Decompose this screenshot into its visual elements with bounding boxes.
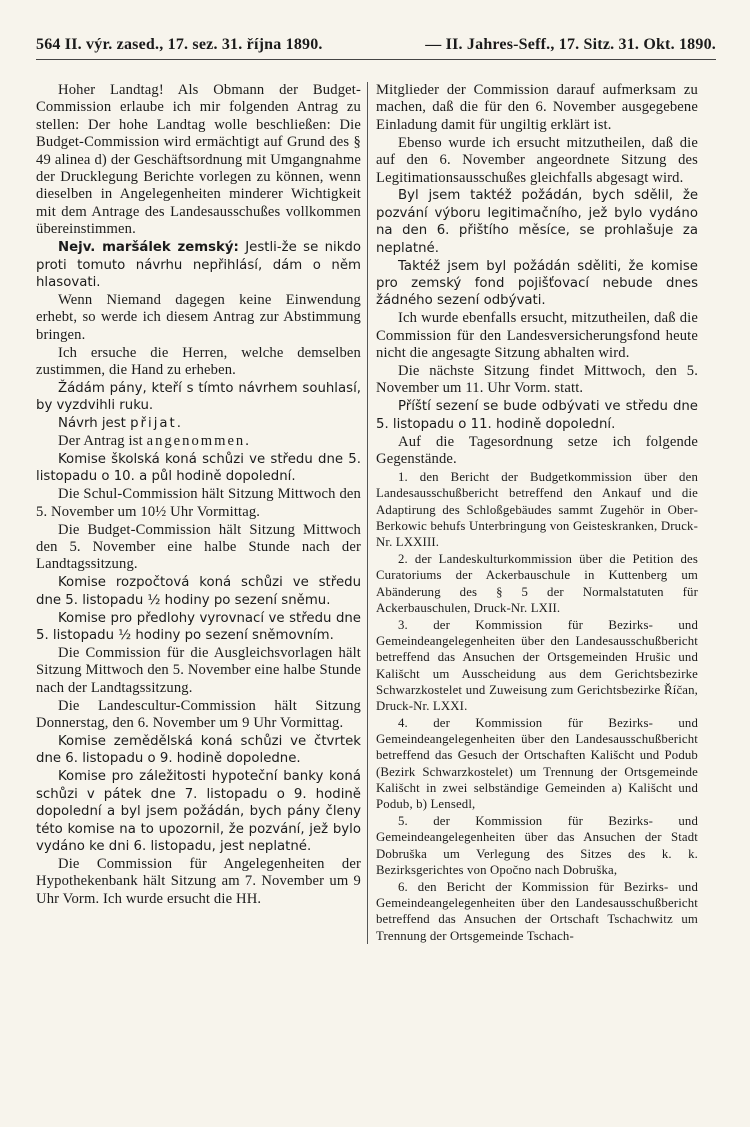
paragraph: Hoher Landtag! Als Obmann der Budget-Commission erlaube ich mir folgenden Antrag zu stellen: Der hohe Landtag wolle beschließen: Die Budget-Commission wird ermächtigt auf Grund des § 49 alinea d) der Geschäftsordnung mit Umgangnahme der Drucklegung Berichte vorlegen zu können, wenn dieselben in Angelegenheiten minderer Wichtigkeit mit dem Antrage des Landesausschußes vollkommen übereinstimmen. bbox=[36, 82, 361, 238]
paragraph: Komise školská koná schůzi ve středu dne 5. listopadu o 10. a půl hodině dopolední. bbox=[36, 452, 361, 485]
paragraph: Komise zemědělská koná schůzi ve čtvrtek dne 6. listopadu o 9. hodině dopoledne. bbox=[36, 734, 361, 767]
paragraph: Ebenso wurde ich ersucht mitzutheilen, daß die auf den 6. November angeordnete Sitzung des Legitimationsausschußes gleichfalls abgesagt wird. bbox=[376, 134, 698, 186]
paragraph: Byl jsem taktéž požádán, bych sdělil, že pozvání výboru legitimačního, jež bylo vydáno na den 6. přištího měsíce, se prohlašuje za neplatné. bbox=[376, 188, 698, 256]
paragraph: Žádám pány, kteří s tímto návrhem souhlasí, by vyzdvihli ruku. bbox=[36, 380, 361, 414]
paragraph: 4. der Kommission für Bezirks- und Gemeindeangelegenheiten über den Landesausschußbericht betreffend das Gesuch der Ortschaften Kališcht und Podub (Bezirk Schwarzkostelet) um Trennung der Ortsgemeinde Kališcht in zwei selbständige Gemeinden a) Kališcht und Podub, b) Lensedl, bbox=[376, 715, 698, 812]
paragraph: 2. der Landeskulturkommission über die Petition des Curatoriums der Ackerbauschule in Kuttenberg um Abänderung des § 5 der Normalstatuten für Ackerbauschulen, Druck-Nr. LXII. bbox=[376, 551, 698, 615]
paragraph: Ich wurde ebenfalls ersucht, mitzutheilen, daß die Commission für den Landesversicherungsfond heute nicht die angesagte Sitzung abhalten wird. bbox=[376, 310, 698, 362]
speech-text: Jestli-že se nikdo proti tomuto návrhu nepřihlásí, dám o něm hlasovati. bbox=[36, 240, 361, 290]
paragraph: Die Schul-Commission hält Sitzung Mittwoch den 5. November um 10½ Uhr Vormittag. bbox=[36, 486, 361, 520]
two-column-body bbox=[36, 82, 716, 944]
paragraph: Auf die Tagesordnung setze ich folgende Gegenstände. bbox=[376, 433, 698, 468]
paragraph: 6. den Bericht der Kommission für Bezirks- und Gemeindeangelegenheiten über den Landesausschußbericht betreffend das Ansuchen der Ortschaft Tschachwitz um Trennung der Ortsgemeinde Tschach- bbox=[376, 879, 698, 943]
emphasized-word: přijat. bbox=[130, 416, 183, 432]
paragraph: Mitglieder der Commission darauf aufmerksam zu machen, daß die für den 6. November ausgegebene Einladung damit für ungiltig erklärt ist. bbox=[376, 82, 698, 133]
paragraph: Wenn Niemand dagegen keine Einwendung erhebt, so werde ich diesem Antrag zur Abstimmung bringen. bbox=[36, 291, 361, 343]
paragraph bbox=[36, 433, 361, 450]
paragraph: 5. der Kommission für Bezirks- und Gemeindeangelegenheiten über das Ansuchen der Stadt Dobruška um Verlegung des Sitzes des k. k. Bezirksgerichtes von Opočno nach Dobruška, bbox=[376, 814, 698, 878]
paragraph: Taktéž jsem byl požádán sděliti, že komise pro zemský fond pojišťovací nebude dnes žádného sezení odbývati. bbox=[376, 258, 698, 309]
paragraph bbox=[36, 239, 361, 291]
paragraph: Komise pro záležitosti hypoteční banky koná schůzi v pátek dne 7. listopadu o 9. hodině dopolední a byl jsem požádán, bych pány členy této komise na to upozornil, že pozvání, jež bylo vydáno ke dni 6. listopadu, jest neplatné. bbox=[36, 769, 361, 854]
paragraph bbox=[36, 415, 361, 432]
paragraph: Die nächste Sitzung findet Mittwoch, den 5. November um 11. Uhr Vorm. statt. bbox=[376, 363, 698, 397]
paragraph-text: Der Antrag ist bbox=[58, 433, 147, 450]
right-column bbox=[367, 82, 698, 944]
paragraph: Komise pro předlohy vyrovnací ve středu dne 5. listopadu ½ hodiny po sezení sněmovním. bbox=[36, 610, 361, 644]
paragraph: Ich ersuche die Herren, welche demselben zustimmen, die Hand zu erheben. bbox=[36, 344, 361, 378]
emphasized-word: angenommen. bbox=[146, 433, 251, 450]
speaker-name: Nejv. maršálek zemský: bbox=[58, 240, 239, 256]
paragraph: Die Budget-Commission hält Sitzung Mittwoch den 5. November eine halbe Stunde nach der Landtagssitzung. bbox=[36, 521, 361, 573]
paragraph: 1. den Bericht der Budgetkommission über den Landesausschußbericht betreffend den Ankauf und die Adaptirung des Schloßgebäudes sammt Zugehör in Ober-Berkowic behufs Unterbringung von Geisteskranken, Druck-Nr. LXXIII. bbox=[376, 469, 698, 550]
left-column bbox=[36, 82, 367, 944]
header-czech: 564 II. výr. zased., 17. sez. 31. října 1890. bbox=[36, 36, 323, 53]
header-german: — II. Jahres-Seff., 17. Sitz. 31. Okt. 1890. bbox=[425, 36, 716, 53]
paragraph: Die Commission für die Ausgleichsvorlagen hält Sitzung Mittwoch den 5. November eine halbe Stunde nach der Landtagssitzung. bbox=[36, 645, 361, 696]
paragraph: Komise rozpočtová koná schůzi ve středu dne 5. listopadu ½ hodiny po sezení sněmu. bbox=[36, 575, 361, 608]
paragraph: Die Landescultur-Commission hält Sitzung Donnerstag, den 6. November um 9 Uhr Vormittag. bbox=[36, 697, 361, 732]
paragraph-text: Návrh jest bbox=[58, 416, 131, 432]
paragraph: Die Commission für Angelegenheiten der Hypothekenbank hält Sitzung am 7. November um 9 Uhr Vorm. Ich wurde ersucht die HH. bbox=[36, 855, 361, 907]
paragraph: Příští sezení se bude odbývati ve středu dne 5. listopadu o 11. hodině dopolední. bbox=[376, 399, 698, 432]
paragraph: 3. der Kommission für Bezirks- und Gemeindeangelegenheiten über den Landesausschußbericht betreffend das Ansuchen der Ortsgemeinden Hrušic und Kališcht um Ausscheidung aus dem Gerichtsbezirke Schwarzkostelet und Zuweisung zum Gerichtsbezirke Říčan, Druck-Nr. LXXI. bbox=[376, 617, 698, 714]
page-header bbox=[36, 36, 716, 60]
